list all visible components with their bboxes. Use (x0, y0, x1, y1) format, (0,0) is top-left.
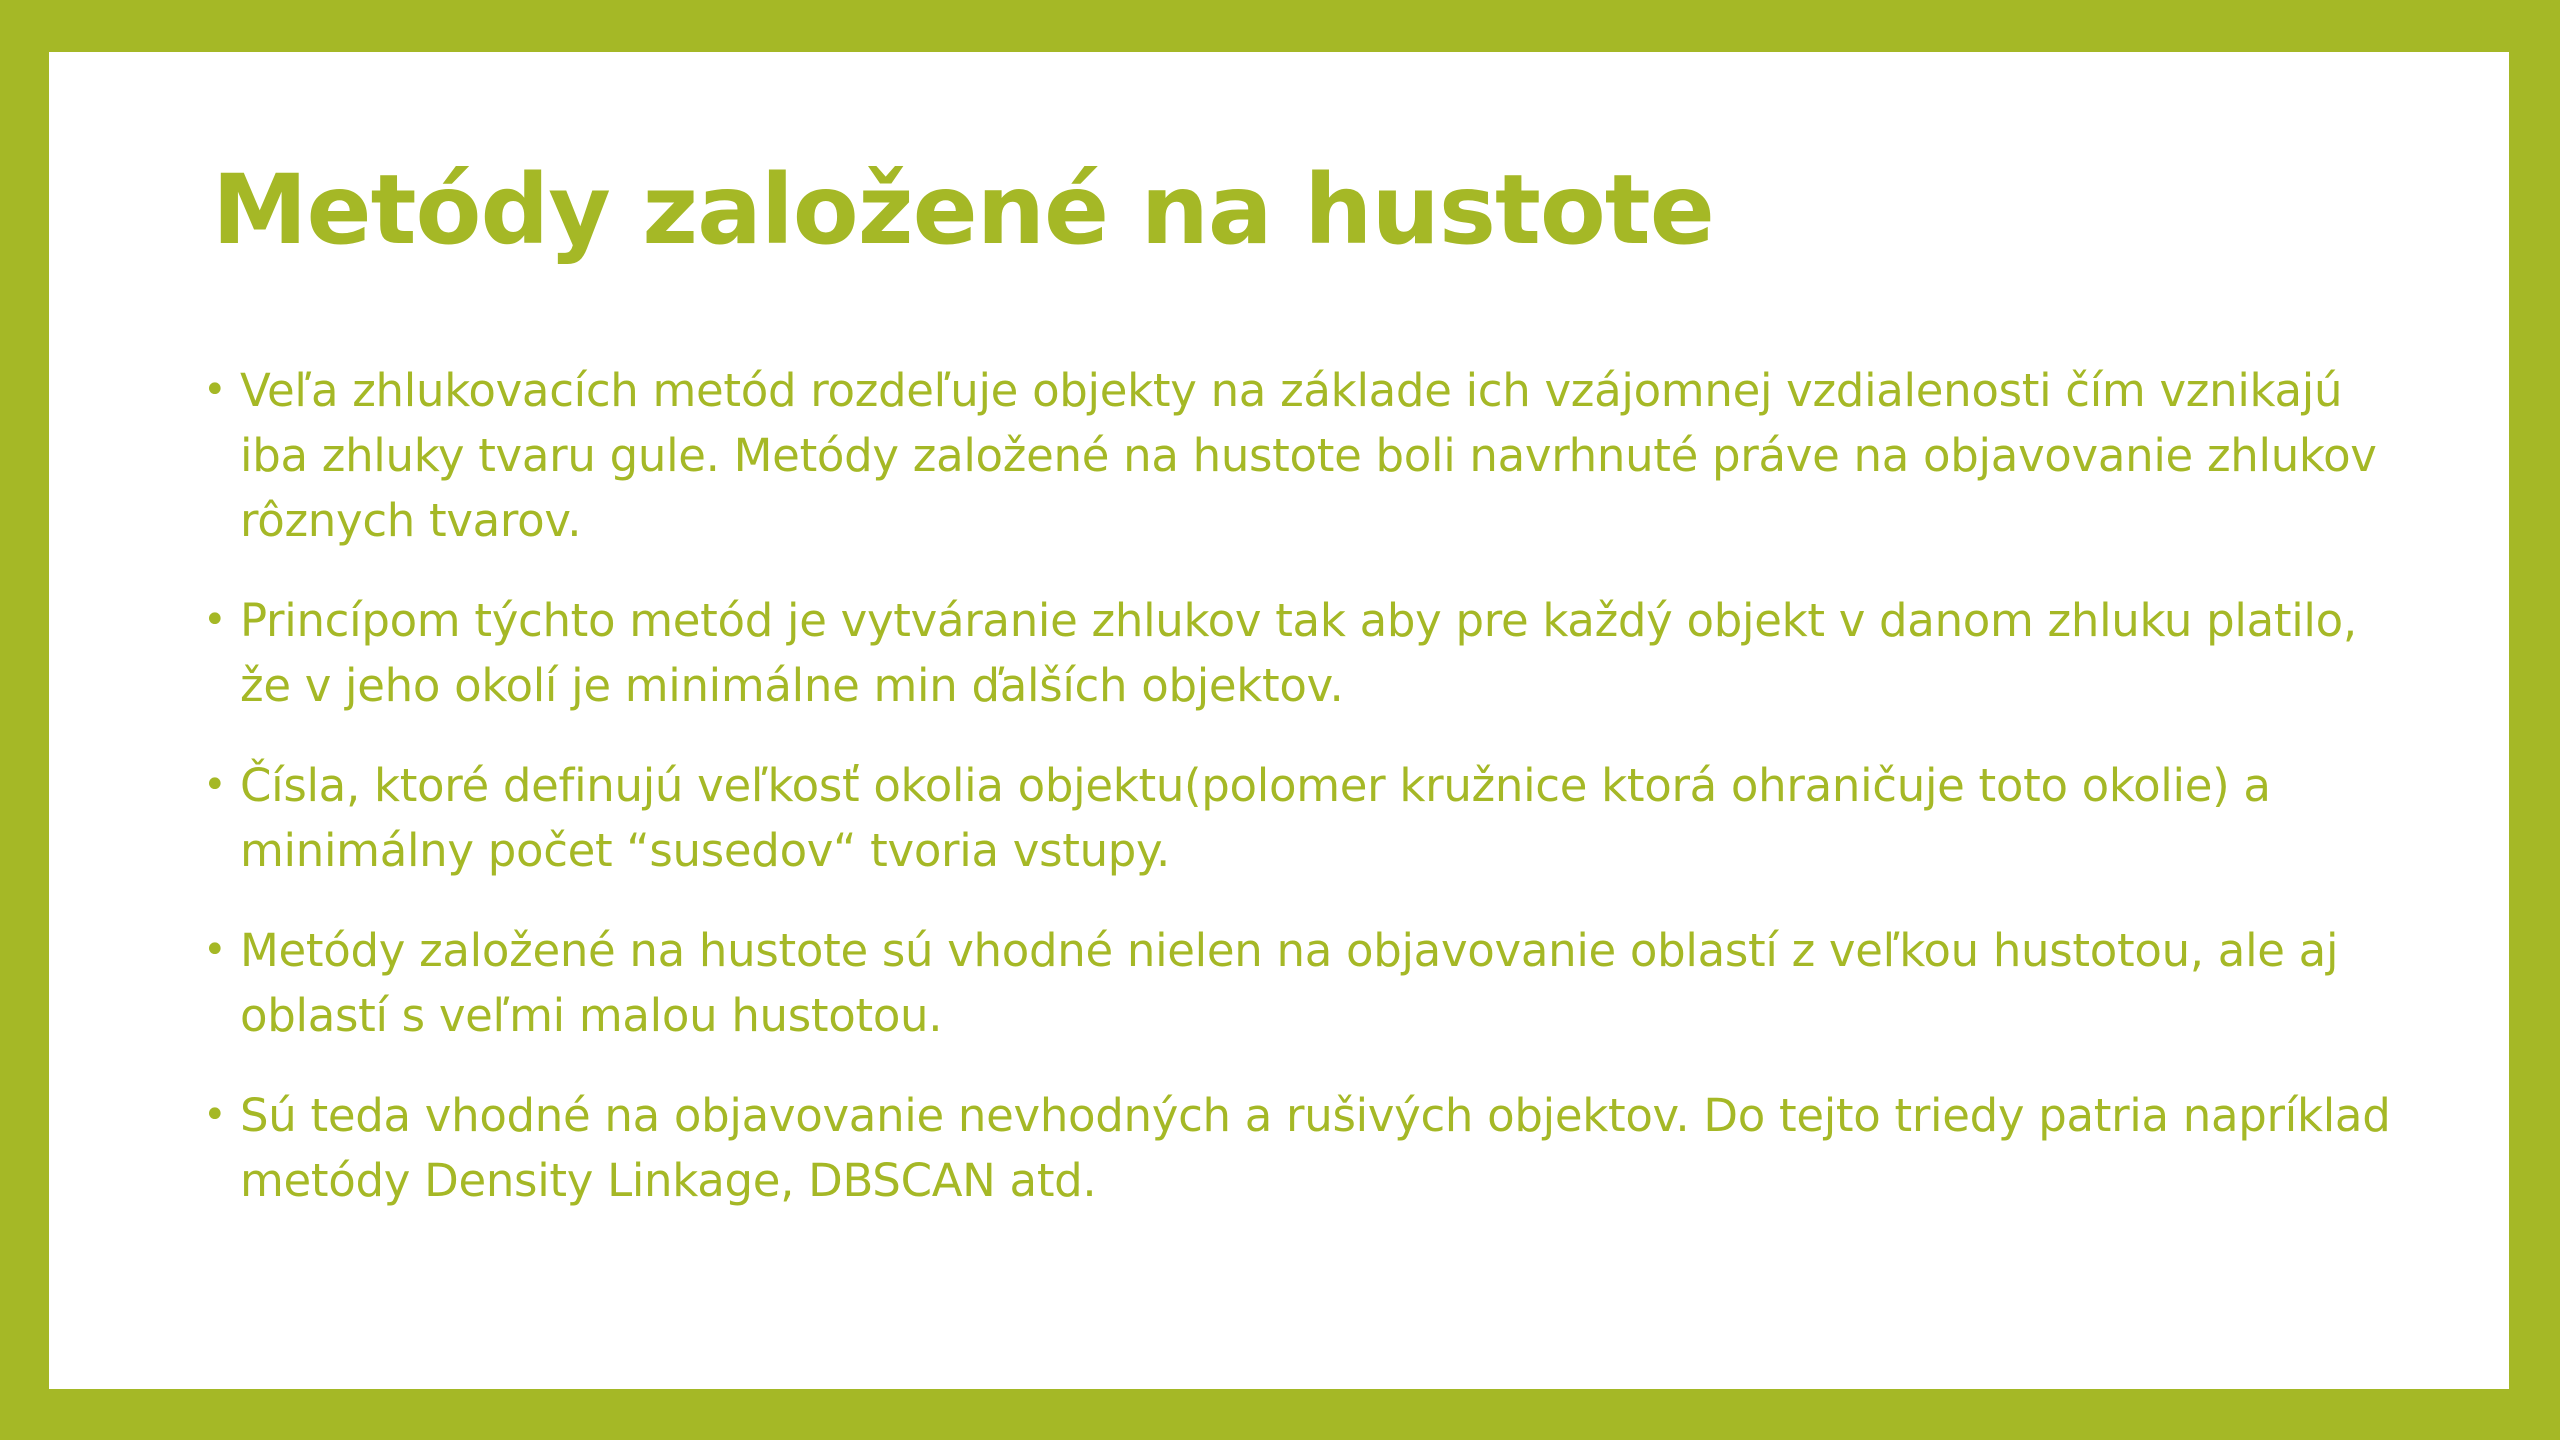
bullet-text-5: Sú teda vhodné na objavovanie nevhodných a rušivých objektov. Do tejto triedy patria napríklad metódy Density Linkage, DBSCAN atd. (240, 1089, 2391, 1207)
slide-title: Metódy založené na hustote (212, 154, 1714, 266)
bullet-item-5 (195, 1083, 2395, 1213)
bullet-list (195, 358, 2395, 1248)
bullet-dot-icon: • (203, 1092, 227, 1138)
bullet-item-4 (195, 918, 2395, 1048)
bullet-dot-icon: • (203, 597, 227, 643)
bullet-text-4: Metódy založené na hustote sú vhodné nielen na objavovanie oblastí z veľkou hustotou, ale aj oblastí s veľmi malou hustotou. (240, 924, 2339, 1042)
bullet-dot-icon: • (203, 927, 227, 973)
bullet-dot-icon: • (203, 762, 227, 808)
bullet-item-3 (195, 753, 2395, 883)
bullet-text-2: Princípom týchto metód je vytváranie zhlukov tak aby pre každý objekt v danom zhluku platilo, že v jeho okolí je minimálne min ďalších objektov. (240, 594, 2357, 712)
bullet-text-3: Čísla, ktoré definujú veľkosť okolia objektu(polomer kružnice ktorá ohraničuje toto okolie) a minimálny počet “susedov“ tvoria vstupy. (240, 759, 2271, 877)
bullet-item-2 (195, 588, 2395, 718)
bullet-item-1 (195, 358, 2395, 553)
bullet-text-1: Veľa zhlukovacích metód rozdeľuje objekty na základe ich vzájomnej vzdialenosti čím vznikajú iba zhluky tvaru gule. Metódy založené na hustote boli navrhnuté práve na objavovanie zhlukov rôznych tvarov. (240, 364, 2377, 547)
bullet-dot-icon: • (203, 367, 227, 413)
